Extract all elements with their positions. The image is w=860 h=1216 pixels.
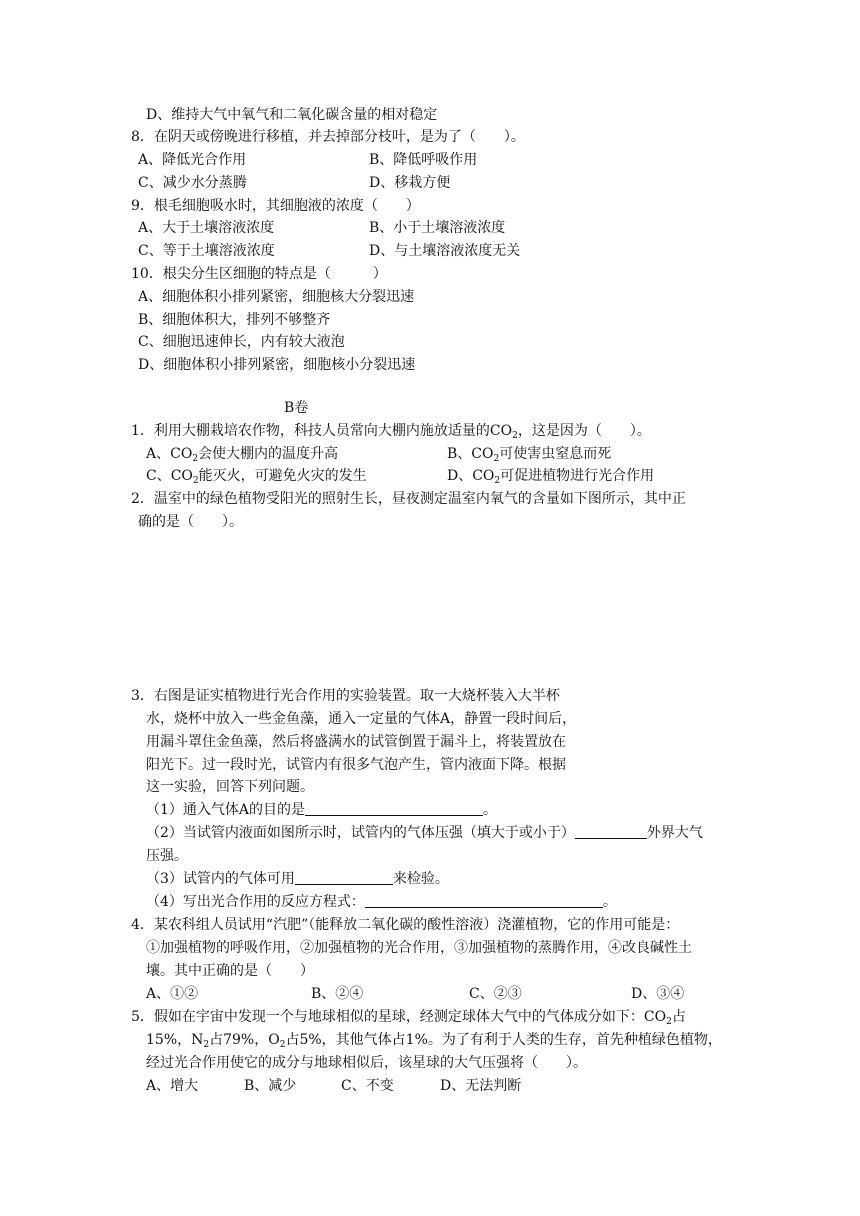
b-q3-part2: （2）当试管内液面如图所示时，试管内的气体压强（填大于或小于） 外界大气 (146, 825, 703, 841)
b-q3-line5: 这一实验，回答下列问题。 (146, 779, 314, 795)
answer-blank[interactable] (305, 800, 483, 816)
b-q4-option-b: B、②④ (311, 986, 364, 1002)
b-q5-option-c: C、不变 (341, 1078, 394, 1094)
b-q3-line3: 用漏斗罩住金鱼藻，然后将盛满水的试管倒置于漏斗上，将装置放在 (146, 734, 566, 750)
b-q3-line1: 3．右图是证实植物进行光合作用的实验装置。取一大烧杯装入大半杯 (131, 688, 560, 704)
b-q2-line1: 2．温室中的绿色植物受阳光的照射生长，昼夜测定温室内氧气的含量如下图所示，其中正 (131, 491, 686, 507)
b-q4-option-d: D、③④ (631, 986, 685, 1002)
b-q3-part1: （1）通入气体A的目的是 。 (146, 802, 498, 818)
b-q5-option-a: A、增大 (146, 1078, 199, 1094)
b-q4-line3: 壤。其中正确的是（ ） (146, 963, 314, 979)
q9-option-a: A、大于土壤溶液浓度 (138, 220, 275, 236)
b-q5-option-d: D、无法判断 (440, 1078, 522, 1094)
q8-option-a: A、降低光合作用 (138, 152, 247, 168)
b-q3-line4: 阳光下。过一段时光，试管内有很多气泡产生，管内液面下降。根据 (146, 757, 566, 773)
b-q3-part4: （4）写出光合作用的反应方程式： 。 (146, 894, 617, 910)
q8-option-d: D、移栽方便 (369, 175, 451, 191)
b-q1-option-c: C、$CO_2$能灭火，可避免火灾的发生 (146, 468, 367, 486)
b-q1-option-a: A、$CO_2$会使大棚内的温度升高 (146, 446, 339, 464)
b-q2-line2: 确的是（ ）。 (138, 514, 243, 530)
b-q5-option-b: B、减少 (244, 1078, 297, 1094)
q10-option-a: A、细胞体积小排列紧密，细胞核大分裂迅速 (138, 289, 415, 305)
q9-option-c: C、等于土壤溶液浓度 (138, 243, 275, 259)
q10-option-b: B、细胞体积大，排列不够整齐 (138, 312, 331, 328)
b-q1-option-b: B、$CO_2$可使害虫窒息而死 (447, 446, 612, 464)
section-heading-b: B卷 (284, 400, 309, 416)
q10-option-c: C、细胞迅速伸长，内有较大液泡 (138, 334, 345, 350)
answer-blank[interactable] (295, 869, 393, 885)
q10-stem: 10．根尖分生区细胞的特点是（ ） (131, 266, 387, 282)
b-q1-option-d: D、$CO_2$可促进植物进行光合作用 (447, 468, 655, 486)
b-q3-line2: 水，烧杯中放入一些金鱼藻，通入一定量的气体A，静置一段时间后， (146, 711, 577, 727)
b-q1-stem: 1．利用大棚栽培农作物，科技人员常向大棚内施放适量的$CO_2$，这是因为（ ）。 (131, 423, 651, 441)
b-q4-option-a: A、①② (146, 986, 199, 1002)
b-q3-part3: （3）试管内的气体可用 来检验。 (146, 871, 449, 887)
q9-option-d: D、与土壤溶液浓度无关 (369, 243, 521, 259)
b-q4-line1: 4．某农科组人员试用“汽肥”（能释放二氧化碳的酸性溶液）浇灌植物，它的作用可能是： (131, 917, 680, 933)
b-q4-option-c: C、②③ (469, 986, 522, 1002)
q7-option-d: D、维持大气中氧气和二氧化碳含量的相对稳定 (146, 107, 438, 123)
q8-stem: 8．在阴天或傍晚进行移植，并去掉部分枝叶，是为了（ ）。 (131, 129, 525, 145)
q10-option-d: D、细胞体积小排列紧密，细胞核小分裂迅速 (138, 357, 416, 373)
q8-option-c: C、减少水分蒸腾 (138, 175, 247, 191)
b-q5-line1: 5．假如在宇宙中发现一个与地球相似的星球，经测定球体大气中的气体成分如下：$CO_2$占 (131, 1009, 686, 1027)
answer-blank[interactable] (365, 892, 603, 908)
q8-option-b: B、降低呼吸作用 (369, 152, 478, 168)
answer-blank[interactable] (575, 823, 647, 839)
b-q5-line3: 经过光合作用使它的成分与地球相似后，该星球的大气压强将（ ）。 (146, 1055, 587, 1071)
b-q5-line2: 15%，$N_2$占79%，$O_2$占5%，其他气体占1%。为了有利于人类的生存，首先种植绿色植物， (146, 1032, 722, 1050)
b-q4-line2: ①加强植物的呼吸作用，②加强植物的光合作用，③加强植物的蒸腾作用，④改良碱性土 (146, 940, 692, 956)
q9-stem: 9．根毛细胞吸水时，其细胞液的浓度（ ） (131, 198, 420, 214)
b-q3-part2-line2: 压强。 (146, 848, 188, 864)
q9-option-b: B、小于土壤溶液浓度 (369, 220, 506, 236)
